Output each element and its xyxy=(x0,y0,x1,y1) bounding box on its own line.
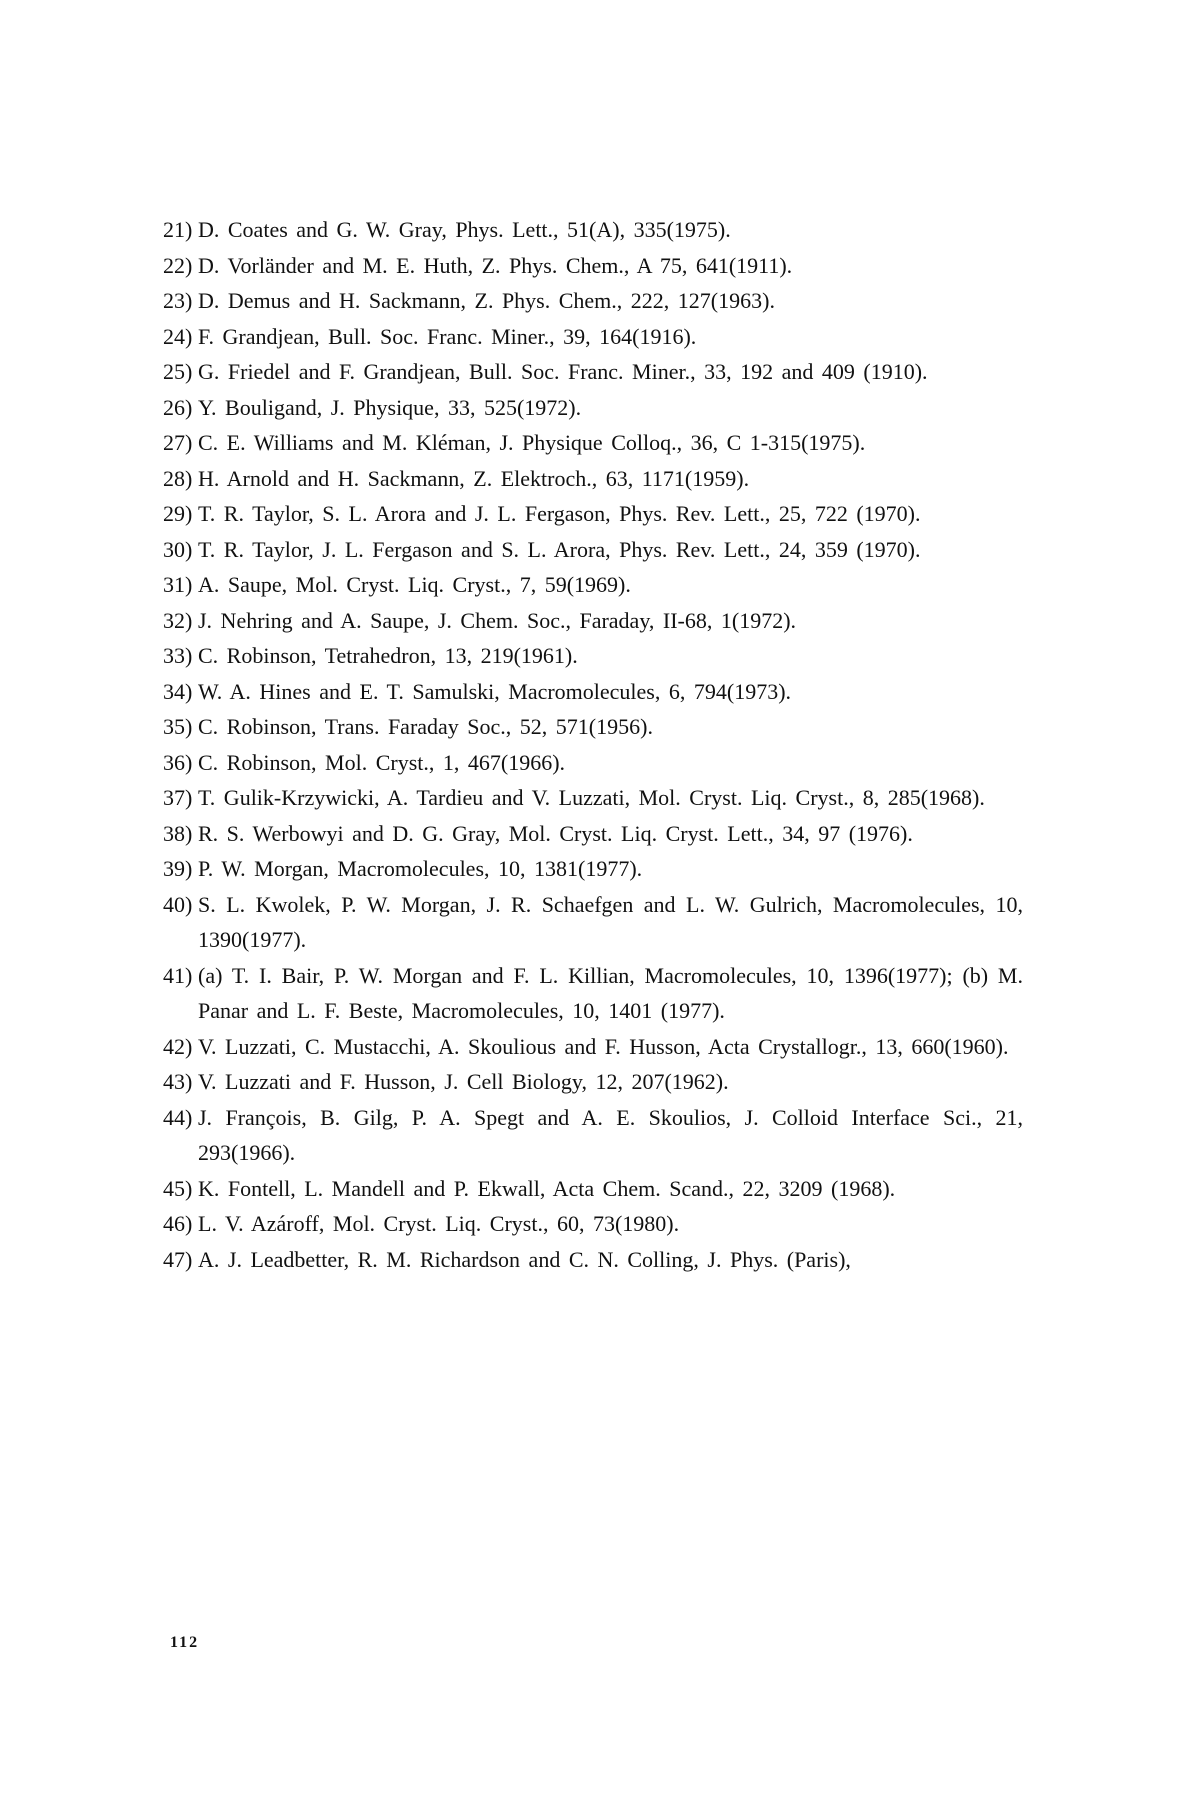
reference-number: 30) xyxy=(163,536,193,562)
reference-text: P. W. Morgan, Macromolecules, 10, 1381(1977). xyxy=(198,856,643,881)
reference-item xyxy=(163,887,1023,958)
reference-text: T. R. Taylor, J. L. Fergason and S. L. Arora, Phys. Rev. Lett., 24, 359 (1970). xyxy=(198,536,921,562)
reference-number: 24) xyxy=(163,323,193,349)
reference-item xyxy=(163,638,1023,674)
reference-number: 45) xyxy=(163,1175,193,1201)
reference-item xyxy=(163,532,1023,568)
reference-number: 38) xyxy=(163,820,193,846)
reference-item xyxy=(163,1029,1023,1065)
reference-item xyxy=(163,496,1023,532)
reference-number: 46) xyxy=(163,1211,193,1236)
reference-number: 47) xyxy=(163,1246,193,1272)
reference-item xyxy=(163,567,1023,603)
reference-text: V. Luzzati and F. Husson, J. Cell Biology, 12, 207(1962). xyxy=(198,1069,729,1094)
reference-item xyxy=(163,1242,1023,1278)
reference-item xyxy=(163,283,1023,319)
reference-number: 39) xyxy=(163,856,193,881)
reference-item xyxy=(163,603,1023,639)
reference-number: 43) xyxy=(163,1069,193,1094)
reference-text: C. Robinson, Trans. Faraday Soc., 52, 571(1956). xyxy=(198,714,653,739)
reference-item xyxy=(163,780,1023,816)
reference-text: C. E. Williams and M. Kléman, J. Physique Colloq., 36, C 1-315(1975). xyxy=(198,430,866,455)
reference-item xyxy=(163,248,1023,284)
reference-number: 37) xyxy=(163,785,193,810)
reference-item xyxy=(163,319,1023,355)
reference-item xyxy=(163,816,1023,852)
reference-number: 44) xyxy=(163,1104,193,1130)
reference-text: D. Vorländer and M. E. Huth, Z. Phys. Chem., A 75, 641(1911). xyxy=(198,252,793,278)
reference-text: C. Robinson, Tetrahedron, 13, 219(1961). xyxy=(198,643,578,668)
reference-number: 32) xyxy=(163,607,193,633)
reference-number: 25) xyxy=(163,359,193,384)
reference-number: 35) xyxy=(163,714,193,739)
reference-text: F. Grandjean, Bull. Soc. Franc. Miner., 39, 164(1916). xyxy=(198,323,697,349)
reference-number: 28) xyxy=(163,465,193,491)
reference-item xyxy=(163,461,1023,497)
reference-text: L. V. Azároff, Mol. Cryst. Liq. Cryst., 60, 73(1980). xyxy=(198,1211,680,1236)
reference-number: 22) xyxy=(163,252,193,278)
reference-item xyxy=(163,212,1023,248)
reference-number: 26) xyxy=(163,394,193,420)
reference-text: (a) T. I. Bair, P. W. Morgan and F. L. Killian, Macromolecules, 10, 1396(1977); (b) M. Panar and L. F. Beste, Macromolecules, 10, 1401 (1977). xyxy=(198,962,1023,1023)
reference-list xyxy=(163,212,1023,1277)
reference-number: 36) xyxy=(163,749,193,775)
reference-text: H. Arnold and H. Sackmann, Z. Elektroch., 63, 1171(1959). xyxy=(198,465,750,491)
reference-text: T. R. Taylor, S. L. Arora and J. L. Fergason, Phys. Rev. Lett., 25, 722 (1970). xyxy=(198,501,921,526)
reference-text: J. Nehring and A. Saupe, J. Chem. Soc., Faraday, II-68, 1(1972). xyxy=(198,607,797,633)
reference-number: 40) xyxy=(163,891,193,917)
reference-number: 23) xyxy=(163,288,193,313)
reference-number: 33) xyxy=(163,643,193,668)
reference-number: 31) xyxy=(163,572,193,597)
reference-number: 27) xyxy=(163,430,193,455)
reference-item xyxy=(163,745,1023,781)
reference-item xyxy=(163,1206,1023,1242)
reference-number: 42) xyxy=(163,1033,193,1059)
reference-text: K. Fontell, L. Mandell and P. Ekwall, Acta Chem. Scand., 22, 3209 (1968). xyxy=(198,1175,896,1201)
reference-text: V. Luzzati, C. Mustacchi, A. Skoulious and F. Husson, Acta Crystallogr., 13, 660(1960). xyxy=(198,1033,1009,1059)
reference-text: D. Coates and G. W. Gray, Phys. Lett., 51(A), 335(1975). xyxy=(198,217,731,242)
reference-item xyxy=(163,1064,1023,1100)
reference-text: T. Gulik-Krzywicki, A. Tardieu and V. Luzzati, Mol. Cryst. Liq. Cryst., 8, 285(1968). xyxy=(198,785,985,810)
reference-text: S. L. Kwolek, P. W. Morgan, J. R. Schaefgen and L. W. Gulrich, Macromolecules, 10, 1390(1977). xyxy=(198,891,1023,952)
reference-text: C. Robinson, Mol. Cryst., 1, 467(1966). xyxy=(198,749,566,775)
reference-item xyxy=(163,709,1023,745)
reference-item xyxy=(163,674,1023,710)
reference-text: G. Friedel and F. Grandjean, Bull. Soc. Franc. Miner., 33, 192 and 409 (1910). xyxy=(198,359,928,384)
reference-item xyxy=(163,390,1023,426)
reference-item xyxy=(163,425,1023,461)
reference-item xyxy=(163,958,1023,1029)
reference-item xyxy=(163,1100,1023,1171)
reference-number: 29) xyxy=(163,501,193,526)
reference-number: 21) xyxy=(163,217,193,242)
reference-text: W. A. Hines and E. T. Samulski, Macromolecules, 6, 794(1973). xyxy=(198,678,792,704)
reference-item xyxy=(163,354,1023,390)
reference-item xyxy=(163,1171,1023,1207)
reference-text: A. J. Leadbetter, R. M. Richardson and C. N. Colling, J. Phys. (Paris), xyxy=(198,1246,851,1272)
reference-number: 34) xyxy=(163,678,193,704)
reference-number: 41) xyxy=(163,962,193,988)
reference-text: D. Demus and H. Sackmann, Z. Phys. Chem., 222, 127(1963). xyxy=(198,288,775,313)
reference-text: J. François, B. Gilg, P. A. Spegt and A. E. Skoulios, J. Colloid Interface Sci., 21, 293(1966). xyxy=(198,1104,1023,1165)
reference-text: Y. Bouligand, J. Physique, 33, 525(1972). xyxy=(198,394,582,420)
reference-text: A. Saupe, Mol. Cryst. Liq. Cryst., 7, 59(1969). xyxy=(198,572,631,597)
page-number: 112 xyxy=(170,1634,200,1651)
reference-text: R. S. Werbowyi and D. G. Gray, Mol. Cryst. Liq. Cryst. Lett., 34, 97 (1976). xyxy=(198,820,913,846)
reference-item xyxy=(163,851,1023,887)
